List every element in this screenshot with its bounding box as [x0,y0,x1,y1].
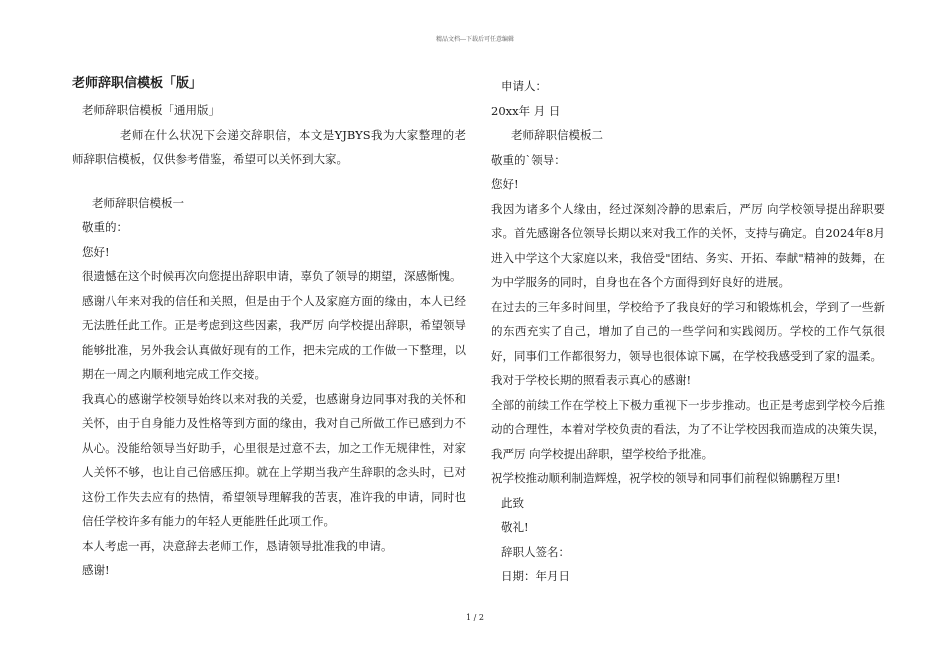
body-paragraph: 在过去的三年多时间里，学校给予了我良好的学习和锻炼机会，学到了一些新的东西充实了自己，增加了自己的一些学问和实践阅历。学校的工作气氛很好，同事们工作都很努力，领导也很体谅下属，在学校我感受到了家的温柔。 [491,299,885,363]
body-paragraph: 感谢八年来对我的信任和关照，但是由于个人及家庭方面的缘由，本人已经无法胜任此工作。正是考虑到这些因素，我严厉 向学校提出辞职，希望领导能够批准，另外我会认真做好现有的工作，把未完成的工作做一下整理，以期在一周之内顺利地完成工作交接。 [82,293,466,381]
signature-line: 辞职人签名： [501,544,570,559]
document-title: 老师辞职信模板「版」 [72,76,203,91]
closing-line: 此致 [501,495,524,510]
document-subtitle: 老师辞职信模板「通用版」 [82,103,220,117]
body-paragraph: 我对于学校长期的照看表示真心的感谢! [491,373,692,387]
left-column [72,74,466,583]
page-number: 1 / 2 [466,613,484,622]
body-paragraph: 我真心的感谢学校领导始终以来对我的关爱，也感谢身边同事对我的关怀和关怀，由于自身能力及性格等到方面的缘由，我对自己所做工作已感到力不从心。没能给领导当好助手，心里很是过意不去，加之工作无规律性，对家人关怀不够，也让自己倍感压抑。就在上学期当我产生辞职的念头时，已对这份工作失去应有的热情，希望领导理解我的苦衷，准许我的申请，同时也信任学校许多有能力的年轻人更能胜任此项工作。 [82,391,466,528]
intro-paragraph: 老师在什么状况下会递交辞职信，本文是YJBYS我为大家整理的老师辞职信模板，仅供参考借鉴，希望可以关怀到大家。 [72,127,466,166]
thanks-line: 感谢! [82,563,110,577]
regards-line: 敬礼! [501,520,529,534]
spacer [72,172,466,191]
salutation: 敬重的`领导： [491,152,566,167]
template2-heading: 老师辞职信模板二 [511,128,603,142]
right-column [491,74,885,589]
greeting: 您好! [491,177,519,191]
body-paragraph: 我因为诸多个人缘由，经过深刻冷静的思索后，严厉 向学校领导提出辞职要求。首先感谢各位领导长期以来对我工作的关怀，支持与确定。自2024年8月进入中学这个大家庭以来，我倍受"团结、务实、开拓、奉献"精神的鼓舞，在为中学服务的同时，自身也在各个方面得到好良好的进展。 [491,201,885,289]
applicant-line: 申请人： [501,79,547,93]
salutation: 敬重的： [82,220,128,234]
signature-date-line: 日期：年月日 [501,569,570,583]
body-paragraph: 本人考虑一再，决意辞去老师工作，恳请领导批准我的申请。 [82,538,393,553]
template1-heading: 老师辞职信模板一 [92,195,184,210]
body-paragraph: 祝学校推动顺利制造辉煌，祝学校的领导和同事们前程似锦鹏程万里! [491,471,841,485]
body-paragraph: 很遗憾在这个时候再次向您提出辞职申请，辜负了领导的期望，深感惭愧。 [82,269,462,283]
greeting: 您好! [82,244,110,259]
date-line: 20xx年 月 日 [491,103,561,118]
page-header-note: 精品文档---下载后可任意编辑 [435,36,515,43]
body-paragraph: 全部的前续工作在学校上下极力重视下一步步推动。也正是考虑到学校今后推动的合理性，本着对学校负责的看法，为了不让学校因我而造成的决策失误，我严厉 向学校提出辞职，望学校给予批准。 [491,397,885,461]
